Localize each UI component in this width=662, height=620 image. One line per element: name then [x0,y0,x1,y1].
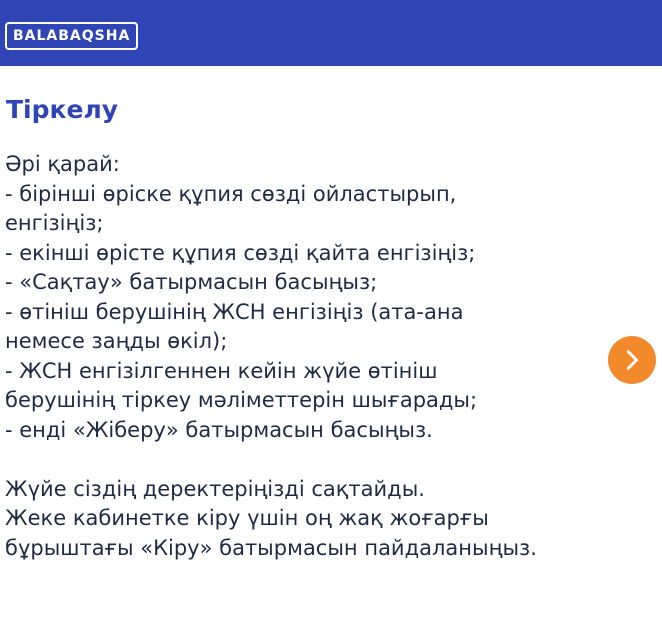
footer-line: бұрыштағы «Кіру» батырмасын пайдаланыңыз. [5,535,537,560]
instruction-line: берушінің тіркеу мәліметтерін шығарады; [5,388,478,412]
footer-line: Жүйе сіздің деректеріңізді сақтайды. [5,476,425,501]
balabaqsha-logo[interactable]: BALABAQSHA [5,22,138,50]
next-button[interactable] [608,336,656,384]
instructions-text [5,150,645,563]
instruction-line: - бірінші өріске құпия сөзді ойластырып, [5,181,457,206]
instruction-line: Әрі қарай: [5,152,120,176]
instruction-line: - екінші өрісте құпия сөзді қайта енгізіңіз; [5,240,476,265]
instruction-line: немесе заңды өкіл); [5,329,228,353]
instruction-line: - «Сақтау» батырмасын басыңыз; [5,270,378,294]
instruction-line: - енді «Жіберу» батырмасын басыңыз. [5,417,433,442]
page-title: Тіркелу [6,95,119,124]
chevron-right-icon [621,349,643,371]
paragraph-gap [5,445,645,475]
instruction-line: енгізіңіз; [5,211,104,235]
instruction-line: - өтініш берушінің ЖСН енгізіңіз (ата-ана [5,299,464,324]
instruction-line: - ЖСН енгізілгеннен кейін жүйе өтініш [5,358,438,383]
footer-line: Жеке кабинетке кіру үшін оң жақ жоғарғы [5,506,489,530]
header-bar [0,0,662,66]
